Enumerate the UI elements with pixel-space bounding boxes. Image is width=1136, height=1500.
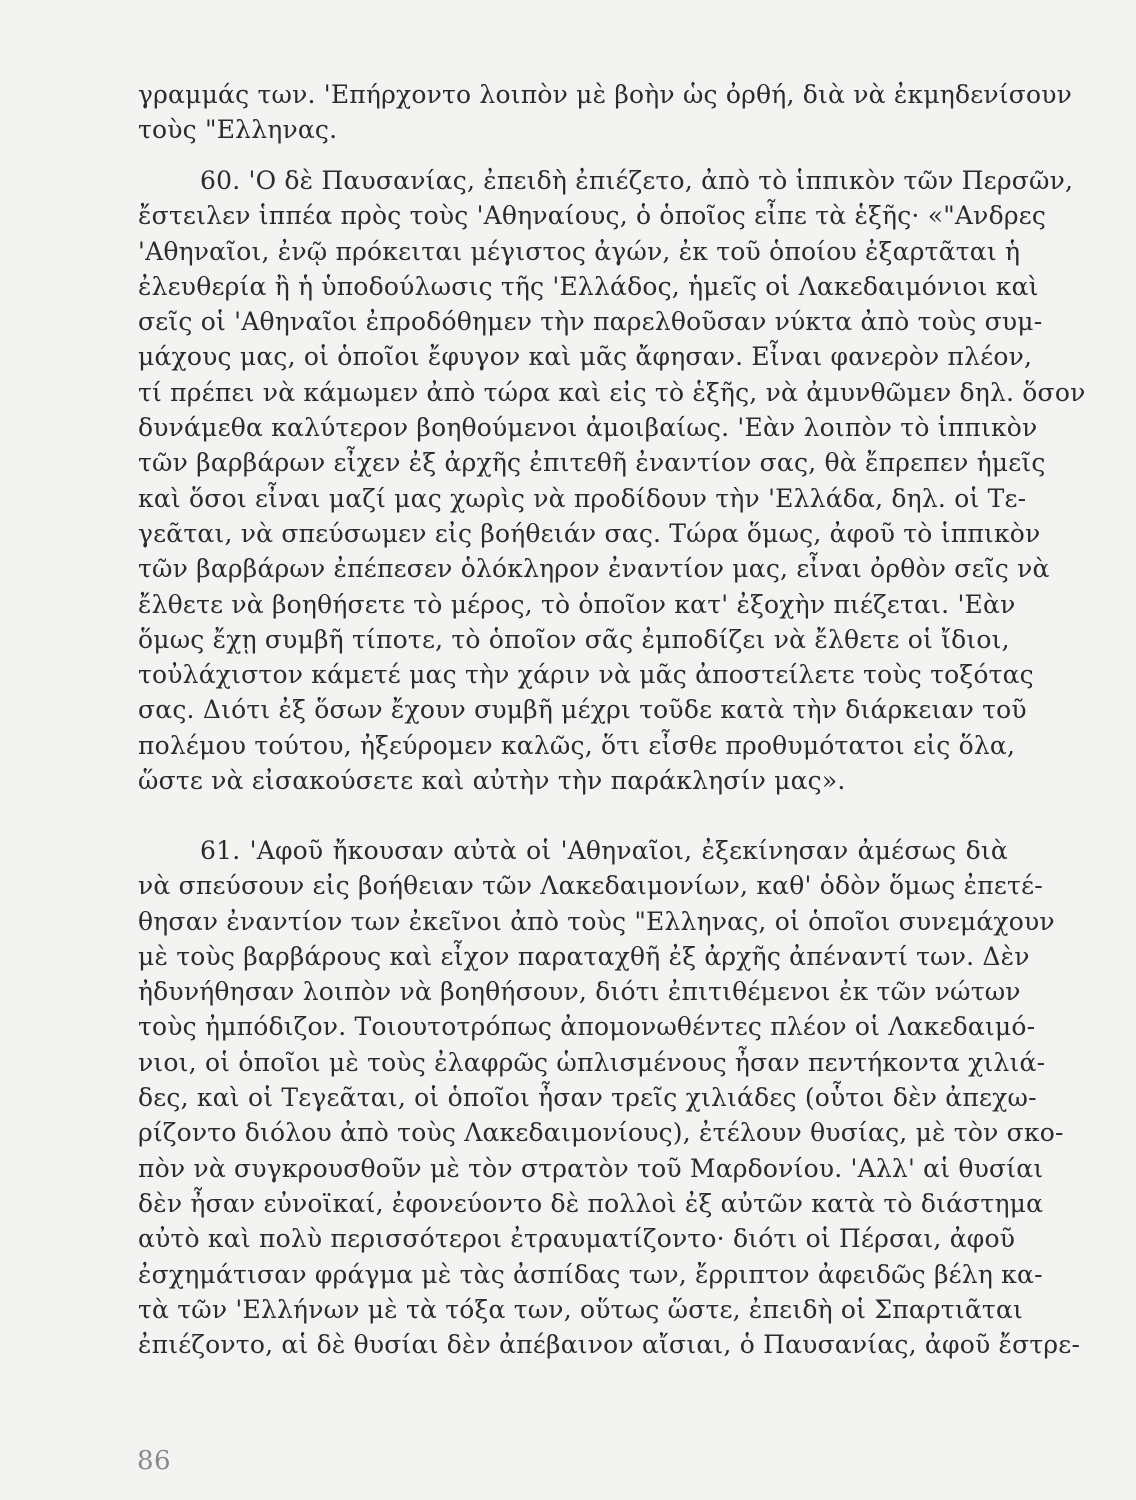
text-line: νὰ σπεύσουν εἰς βοήθειαν τῶν Λακεδαιμονίων, καθ' ὁδὸν ὅμως ἐπετέ-	[138, 871, 1043, 901]
text-line: ἔλθετε νὰ βοηθήσετε τὸ μέρος, τὸ ὁποῖον κατ' ἐξοχὴν πιέζεται. 'Εὰν	[138, 589, 1016, 619]
text-line: τῶν βαρβάρων εἶχεν ἐξ ἀρχῆς ἐπιτεθῆ ἐναντίον σας, θὰ ἔπρεπεν ἡμεῖς	[138, 448, 1046, 478]
text-line: σεῖς οἱ 'Αθηναῖοι ἐπροδόθημεν τὴν παρελθοῦσαν νύκτα ἀπὸ τοὺς συμ-	[138, 307, 1043, 337]
paragraph-continuation	[138, 77, 1073, 148]
text-line: σας. Διότι ἐξ ὅσων ἔχουν συμβῆ μέχρι τοῦδε κατὰ τὴν διάρκειαν τοῦ	[138, 695, 1027, 725]
text-line: γεᾶται, νὰ σπεύσωμεν εἰς βοήθειάν σας. Τώρα ὅμως, ἀφοῦ τὸ ἱππικὸν	[138, 518, 1041, 548]
text-line: ἔστειλεν ἱππέα πρὸς τοὺς 'Αθηναίους, ὁ ὁποῖος εἶπε τὰ ἑξῆς· «"Ανδρες	[138, 201, 1047, 231]
text-line: δυνάμεθα καλύτερον βοηθούμενοι ἀμοιβαίως. 'Εὰν λοιπὸν τὸ ἱππικὸν	[138, 413, 1038, 443]
text-line: δες, καὶ οἱ Τεγεᾶται, οἱ ὁποῖοι ἦσαν τρεῖς χιλιάδες (οὗτοι δὲν ἀπεχω-	[138, 1083, 1037, 1113]
text-line: 61. 'Αφοῦ ἤκουσαν αὐτὰ οἱ 'Αθηναῖοι, ἐξεκίνησαν ἀμέσως διὰ	[200, 836, 1008, 865]
text-line: ὥστε νὰ εἰσακούσετε καὶ αὐτὴν τὴν παράκλησίν μας».	[138, 766, 846, 796]
text-line: πολέμου τούτου, ἠξεύρομεν καλῶς, ὅτι εἶσθε προθυμότατοι εἰς ὅλα,	[138, 730, 1016, 760]
text-line: τὰ τῶν 'Ελλήνων μὲ τὰ τόξα των, οὕτως ὥστε, ἐπειδὴ οἱ Σπαρτιᾶται	[138, 1294, 1024, 1324]
text-line: 'Αθηναῖοι, ἐνῷ πρόκειται μέγιστος ἀγών, ἐκ τοῦ ὁποίου ἐξαρτᾶται ἡ	[138, 236, 1021, 266]
text-line: 60. 'Ο δὲ Παυσανίας, ἐπειδὴ ἐπιέζετο, ἀπὸ τὸ ἱππικὸν τῶν Περσῶν,	[200, 166, 1074, 195]
text-line: ὅμως ἔχῃ συμβῆ τίποτε, τὸ ὁποῖον σᾶς ἐμποδίζει νὰ ἔλθετε οἱ ἴδιοι,	[138, 624, 1010, 654]
text-line: ἐπιέζοντο, αἱ δὲ θυσίαι δὲν ἀπέβαινον αἴσιαι, ὁ Παυσανίας, ἀφοῦ ἔστρε-	[138, 1330, 1081, 1360]
page-number: 86	[137, 1446, 172, 1476]
text-line: πὸν νὰ συγκρουσθοῦν μὲ τὸν στρατὸν τοῦ Μαρδονίου. 'Αλλ' αἱ θυσίαι	[138, 1153, 1044, 1183]
text-line: τοὺς "Ελληνας.	[138, 115, 338, 145]
text-line: καὶ ὅσοι εἶναι μαζί μας χωρὶς νὰ προδίδουν τὴν 'Ελλάδα, δηλ. οἱ Τε-	[138, 483, 1027, 513]
text-line: ἠδυνήθησαν λοιπὸν νὰ βοηθήσουν, διότι ἐπιτιθέμενοι ἐκ τῶν νώτων	[138, 977, 1021, 1007]
text-line: τί πρέπει νὰ κάμωμεν ἀπὸ τώρα καὶ εἰς τὸ ἑξῆς, νὰ ἀμυνθῶμεν δηλ. ὅσον	[138, 377, 1086, 407]
text-line: αὐτὸ καὶ πολὺ περισσότεροι ἐτραυματίζοντο· διότι οἱ Πέρσαι, ἀφοῦ	[138, 1224, 1016, 1254]
paragraph-60	[138, 163, 1086, 798]
text-line: ἐλευθερία ἢ ἡ ὑποδούλωσις τῆς 'Ελλάδος, ἡμεῖς οἱ Λακεδαιμόνιοι καὶ	[138, 271, 1039, 301]
text-line: δὲν ἦσαν εὐνοϊκαί, ἐφονεύοντο δὲ πολλοὶ ἐξ αὐτῶν κατὰ τὸ διάστημα	[138, 1188, 1044, 1218]
text-line: θησαν ἐναντίον των ἐκεῖνοι ἀπὸ τοὺς "Ελληνας, οἱ ὁποῖοι συνεμάχουν	[138, 906, 1055, 936]
text-line: γραμμάς των. 'Επήρχοντο λοιπὸν μὲ βοὴν ὡς ὀρθή, διὰ νὰ ἐκμηδενίσουν	[138, 80, 1073, 109]
text-line: τῶν βαρβάρων ἐπέπεσεν ὁλόκληρον ἐναντίον μας, εἶναι ὀρθὸν σεῖς νὰ	[138, 554, 1050, 584]
text-line: ἐσχημάτισαν φράγμα μὲ τὰς ἀσπίδας των, ἔρριπτον ἀφειδῶς βέλη κα-	[138, 1259, 1043, 1289]
text-line: ρίζοντο διόλου ἀπὸ τοὺς Λακεδαιμονίους), ἐτέλουν θυσίας, μὲ τὸν σκο-	[138, 1118, 1064, 1148]
text-line: μὲ τοὺς βαρβάρους καὶ εἶχον παραταχθῆ ἐξ ἀρχῆς ἀπέναντί των. Δὲν	[138, 941, 1030, 971]
text-line: μάχους μας, οἱ ὁποῖοι ἔφυγον καὶ μᾶς ἄφησαν. Εἶναι φανερὸν πλέον,	[138, 342, 1033, 372]
text-line: νιοι, οἱ ὁποῖοι μὲ τοὺς ἐλαφρῶς ὡπλισμένους ἦσαν πεντήκοντα χιλιά-	[138, 1047, 1046, 1077]
text-line: τοὐλάχιστον κάμετέ μας τὴν χάριν νὰ μᾶς ἀποστείλετε τοὺς τοξότας	[138, 660, 1034, 690]
paragraph-61	[138, 833, 1081, 1362]
text-line: τοὺς ἠμπόδιζον. Τοιουτοτρόπως ἀπομονωθέντες πλέον οἱ Λακεδαιμό-	[138, 1012, 1036, 1042]
